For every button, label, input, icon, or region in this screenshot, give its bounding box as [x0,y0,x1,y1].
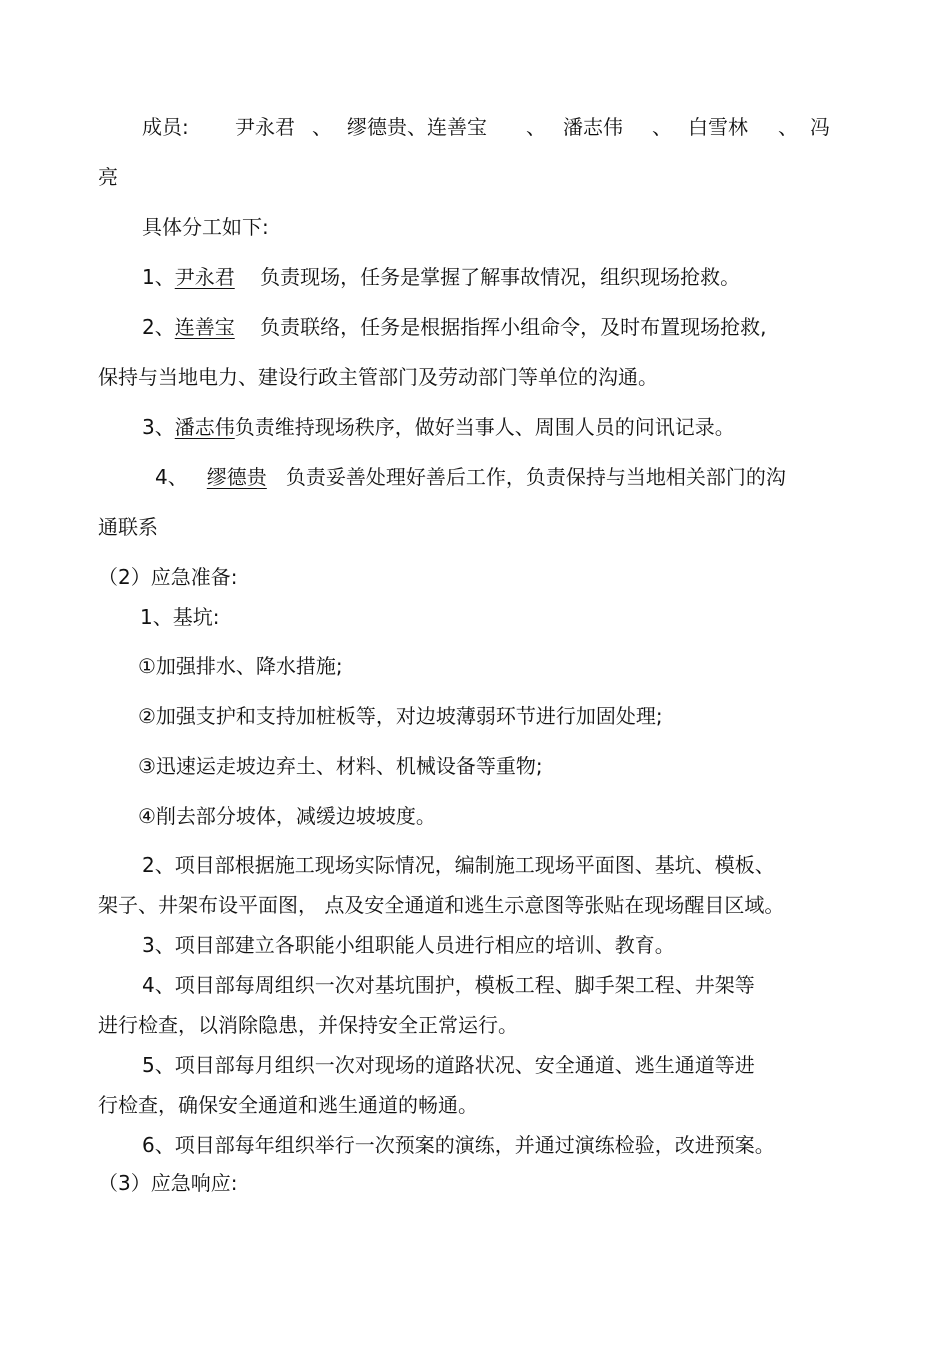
assignment-3 [142,414,735,440]
prep-item-4: 4、项目部每周组织一次对基坑围护，模板工程、脚手架工程、井架等 [142,973,755,997]
division-intro: 具体分工如下: [142,215,269,239]
pit-item-2: ②加强支护和支持加桩板等，对边坡薄弱环节进行加固处理; [138,704,663,728]
assignment-2 [142,314,767,340]
members-separator-2: 、 [526,115,546,139]
assignment-number: 1、 [142,265,175,289]
pit-item-1: ①加强排水、降水措施; [138,654,343,678]
pit-heading: 1、基坑: [140,605,220,629]
assignment-text: 负责现场，任务是掌握了解事故情况，组织现场抢救。 [260,265,741,289]
assignment-text: 负责联络，任务是根据指挥小组命令，及时布置现场抢救, [260,315,767,339]
member-name-4: 白雪林 [688,115,748,139]
pit-item-4: ④削去部分坡体，减缓边坡坡度。 [138,804,436,828]
prep-item-6: 6、项目部每年组织举行一次预案的演练，并通过演练检验，改进预案。 [142,1133,775,1157]
prep-item-5: 5、项目部每月组织一次对现场的道路状况、安全通道、逃生通道等进 [142,1053,755,1077]
assignee-name: 缪德贵 [206,465,267,489]
members-separator-4: 、 [778,115,798,139]
prep-item-2-continuation: 架子、井架布设平面图， 点及安全通道和逃生示意图等张贴在现场醒目区域。 [98,893,785,917]
prep-item-4-continuation: 进行检查，以消除隐患，并保持安全正常运行。 [98,1013,518,1037]
member-name-3: 潘志伟 [563,115,623,139]
assignment-number: 3、 [142,415,175,439]
assignment-1 [142,264,740,290]
assignment-text: 负责妥善处理好善后工作，负责保持与当地相关部门的沟 [285,465,786,489]
prep-item-2: 2、项目部根据施工现场实际情况，编制施工现场平面图、基坑、模板、 [142,853,775,877]
prep-item-3: 3、项目部建立各职能小组职能人员进行相应的培训、教育。 [142,933,675,957]
member-name-2: 缪德贵、连善宝 [347,115,487,139]
assignment-4 [155,464,786,490]
prep-item-5-continuation: 行检查，确保安全通道和逃生通道的畅通。 [98,1093,478,1117]
member-name-1: 尹永君 [235,115,295,139]
assignee-name: 尹永君 [174,265,235,289]
assignment-text: 负责维持现场秩序，做好当事人、周围人员的问讯记录。 [234,415,735,439]
assignment-number: 4、 [155,465,188,489]
members-separator-1: 、 [312,115,332,139]
pit-item-3: ③迅速运走坡边弃土、材料、机械设备等重物; [138,754,543,778]
section-3-heading: （3）应急响应: [98,1171,238,1195]
members-separator-3: 、 [652,115,672,139]
assignee-name: 连善宝 [174,315,235,339]
member-name-5: 冯 [810,115,830,139]
assignment-4-continuation: 通联系 [98,515,158,539]
members-label: 成员: [142,115,189,139]
members-continuation: 亮 [98,165,118,189]
assignee-name: 潘志伟 [174,415,235,439]
assignment-2-continuation: 保持与当地电力、建设行政主管部门及劳动部门等单位的沟通。 [98,365,658,389]
section-2-heading: （2）应急准备: [98,565,238,589]
assignment-number: 2、 [142,315,175,339]
